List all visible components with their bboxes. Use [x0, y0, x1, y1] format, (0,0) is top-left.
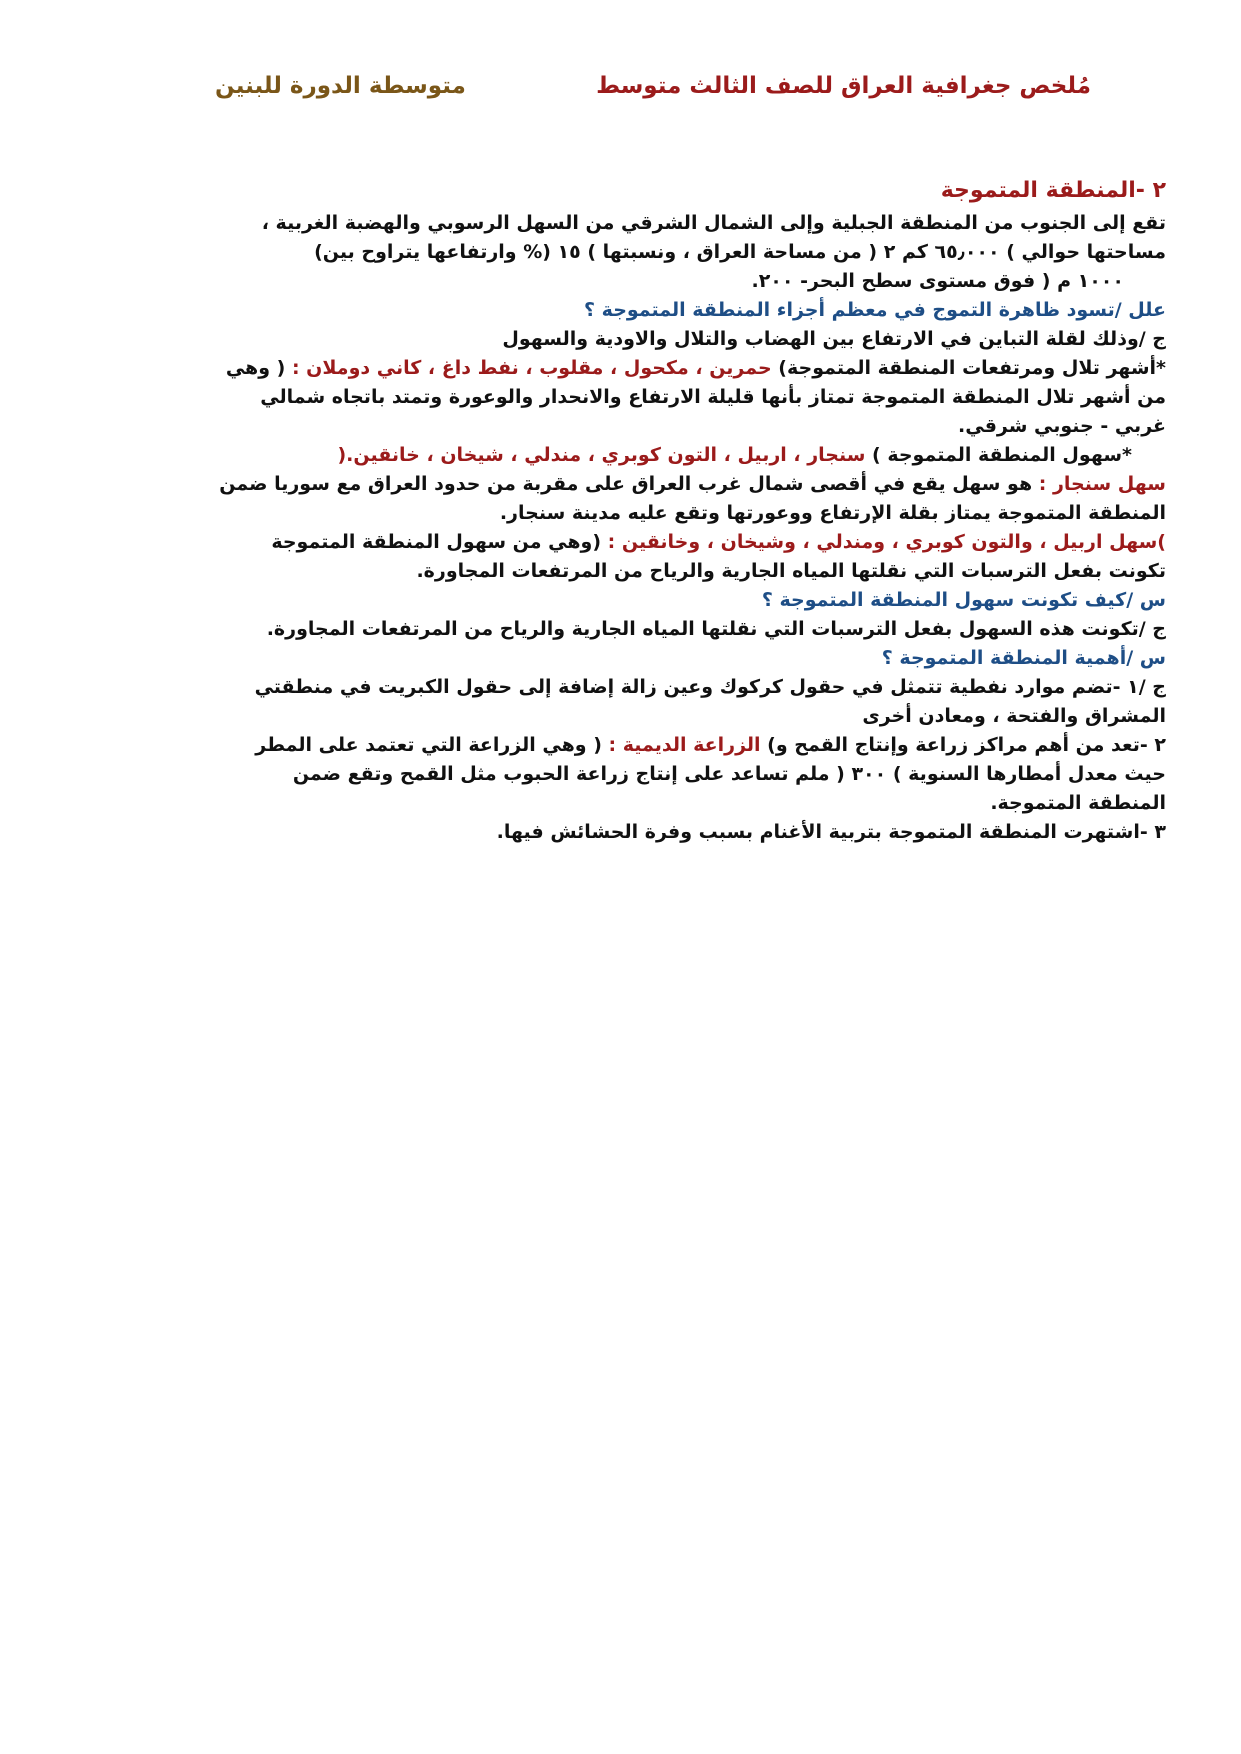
sinjar-line-1 [106, 470, 1166, 499]
answer-3-item-2-line-1 [106, 731, 1166, 760]
other-plains-text: (وهي من سهول المنطقة المتموجة [271, 531, 608, 553]
answer-3-line-1: ج /١ -تضم موارد نفطية تتمثل في حقول كركوك وعين زالة إضافة إلى حقول الكبريت في منطقتي [254, 676, 1166, 698]
section-body [106, 176, 1166, 847]
question-2: س /كيف تكونت سهول المنطقة المتموجة ؟ [761, 589, 1166, 611]
sinjar-label: سهل سنجار : [1038, 473, 1166, 495]
intro-line-2: مساحتها حوالي ) ٦٥٫٠٠٠ كم ٢ ( من مساحة العراق ، ونسبتها ) ١٥ (% وارتفاعها يتراوح بين) [314, 241, 1166, 263]
sinjar-text: هو سهل يقع في أقصى شمال غرب العراق على مقربة من حدود العراق مع سوريا ضمن [219, 473, 1039, 495]
hills-intro: *أشهر تلال ومرتفعات المنطقة المتموجة) [778, 357, 1166, 379]
answer-2: ج /تكونت هذه السهول بفعل الترسبات التي نقلتها المياه الجارية والرياح من المرتفعات المجاورة. [266, 618, 1166, 640]
item-2-post: ( وهي الزراعة التي تعتمد على المطر [255, 734, 609, 756]
document-title: مُلخص جغرافية العراق للصف الثالث متوسط [596, 73, 1091, 99]
other-plains-line-2: تكونت بفعل الترسبات التي نقلتها المياه الجارية والرياح من المرتفعات المجاورة. [416, 560, 1166, 582]
intro-line-3: ١٠٠٠ م ( فوق مستوى سطح البحر- ٢٠٠. [751, 270, 1124, 292]
plains-line [106, 441, 1166, 470]
sinjar-line-2: المنطقة المتموجة يمتاز بقلة الإرتفاع ووعورتها وتقع عليه مدينة سنجار. [499, 502, 1166, 524]
other-plains-line-1 [106, 528, 1166, 557]
rainfed-agriculture: الزراعة الديمية : [608, 734, 768, 756]
hills-list: حمرين ، مكحول ، مقلوب ، نفط داغ ، كاني دوملان : [291, 357, 779, 379]
answer-3-item-2-line-3: المنطقة المتموجة. [990, 792, 1166, 814]
intro-line-1: تقع إلى الجنوب من المنطقة الجبلية وإلى الشمال الشرقي من السهل الرسوبي والهضبة الغربية ، [261, 212, 1166, 234]
hills-line-1 [106, 354, 1166, 383]
hills-rest-1: ( وهي [225, 357, 292, 379]
item-2-pre: ٢ -تعد من أهم مراكز زراعة وإنتاج القمح و) [767, 734, 1166, 756]
section-heading: ٢ -المنطقة المتموجة [940, 178, 1166, 203]
hills-line-2: من أشهر تلال المنطقة المتموجة تمتاز بأنها قليلة الارتفاع والانحدار والوعورة وتمتد باتجاه شمالي [260, 386, 1166, 408]
answer-1: ج /وذلك لقلة التباين في الارتفاع بين الهضاب والتلال والاودية والسهول [502, 328, 1166, 350]
school-name: متوسطة الدورة للبنين [215, 73, 466, 99]
plains-intro: *سهول المنطقة المتموجة ) [872, 444, 1132, 466]
answer-3-item-2-line-2: حيث معدل أمطارها السنوية ) ٣٠٠ ( ملم تساعد على إنتاج زراعة الحبوب مثل القمح وتقع ضمن [292, 763, 1166, 785]
hills-line-3: غربي - جنوبي شرقي. [958, 415, 1166, 437]
plains-list: سنجار ، اربيل ، التون كوبري ، مندلي ، شيخان ، خانقين.( [337, 444, 873, 466]
answer-3-item-3: ٣ -اشتهرت المنطقة المتموجة بتربية الأغنام بسبب وفرة الحشائش فيها. [496, 821, 1166, 843]
question-1: علل /تسود ظاهرة التموج في معظم أجزاء المنطقة المتموجة ؟ [584, 299, 1166, 321]
answer-3-line-2: المشراق والفتحة ، ومعادن أخرى [862, 705, 1166, 727]
question-3: س /أهمية المنطقة المتموجة ؟ [881, 647, 1166, 669]
other-plains-label: )سهل اربيل ، والتون كوبري ، ومندلي ، وشيخان ، وخانقين : [607, 531, 1166, 553]
